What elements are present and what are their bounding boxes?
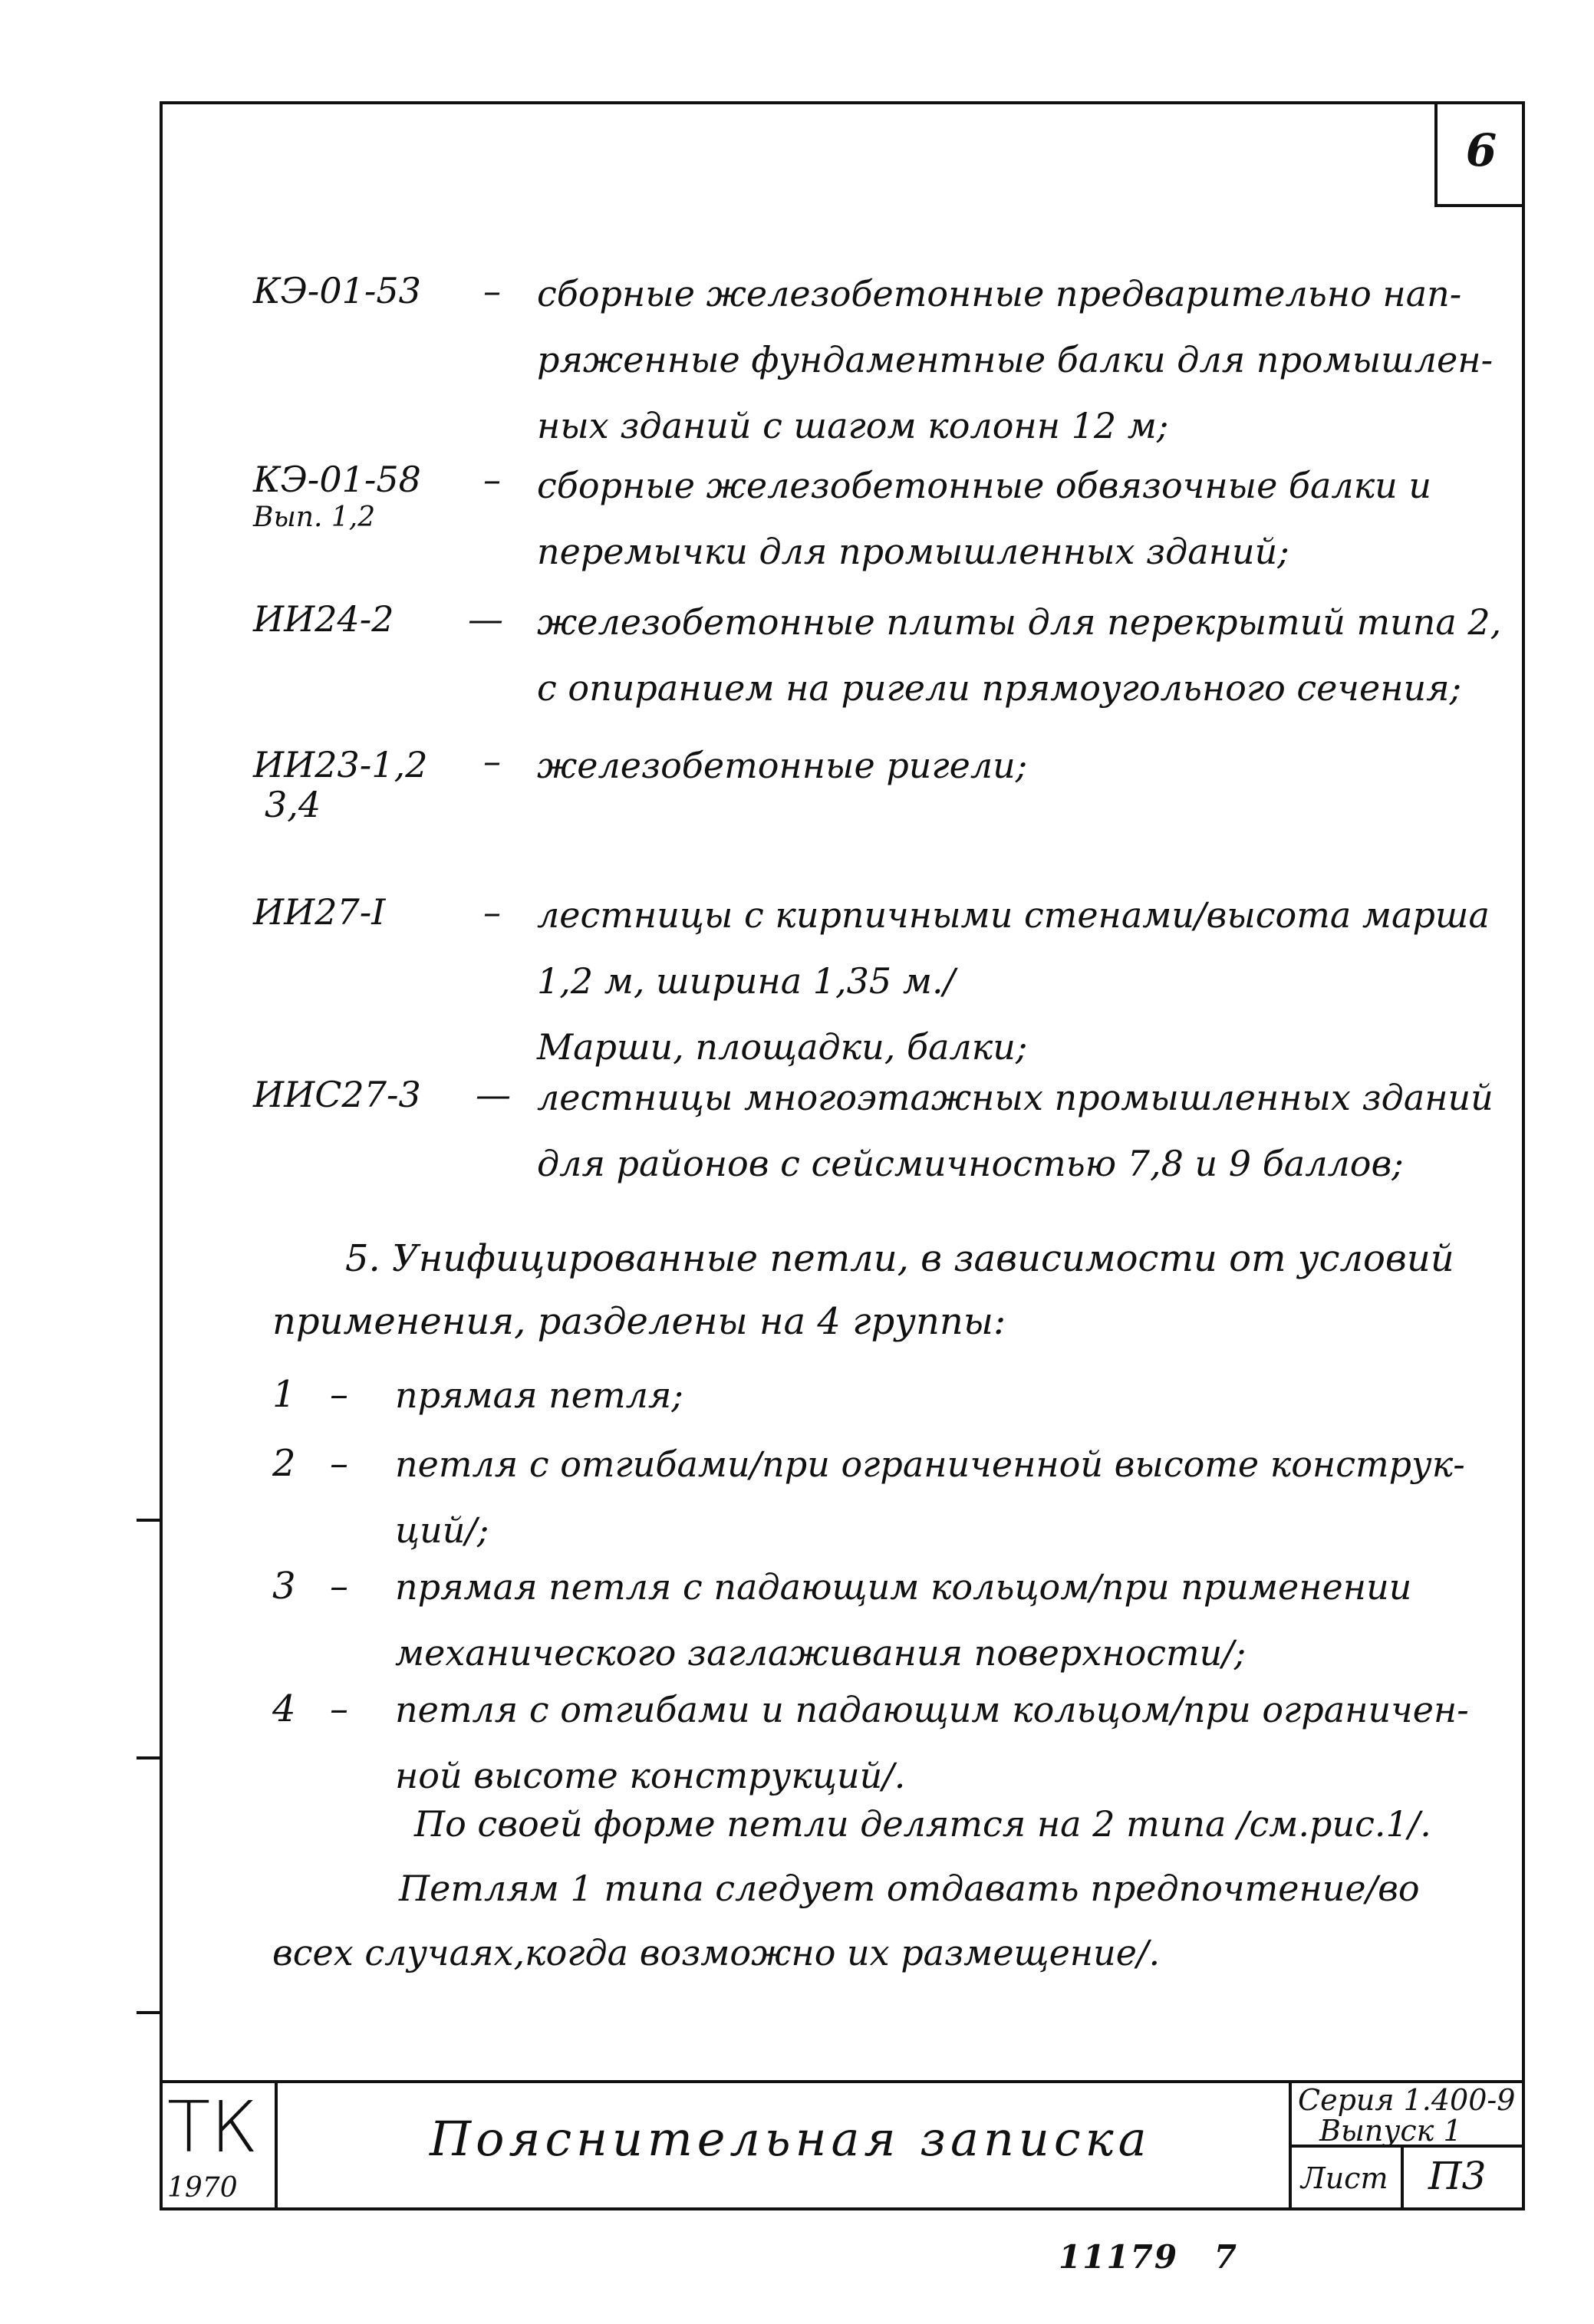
ref-dash: – bbox=[483, 740, 501, 782]
tail-line: Петлям 1 типа следует отдавать предпочтение/во bbox=[399, 1868, 1420, 1909]
item-number: 4 bbox=[272, 1687, 296, 1730]
ref-line: ных зданий с шагом колонн 12 м; bbox=[537, 405, 1169, 446]
item-line: петля с отгибами и падающим кольцом/при ограничен- bbox=[395, 1689, 1469, 1730]
ref-line: лестницы многоэтажных промышленных зданий bbox=[537, 1077, 1494, 1118]
page-number: 6 bbox=[1465, 124, 1497, 176]
ref-description bbox=[537, 589, 1526, 721]
margin-tick bbox=[137, 1519, 161, 1522]
page-number-box bbox=[1434, 101, 1525, 207]
item-dash: – bbox=[330, 1442, 348, 1485]
ref-dash: – bbox=[483, 270, 501, 311]
ref-code: КЭ-01-58 bbox=[253, 459, 421, 500]
ref-code: КЭ-01-53 bbox=[253, 270, 421, 311]
ref-code: ИИ27-I bbox=[253, 891, 386, 933]
item-line: ций/; bbox=[395, 1509, 489, 1551]
item-line: петля с отгибами/при ограниченной высоте конструк- bbox=[395, 1443, 1465, 1485]
item-line: прямая петля с падающим кольцом/при применении bbox=[395, 1566, 1412, 1608]
tail-line: всех случаях,когда возможно их размещение/. bbox=[272, 1932, 1161, 1973]
ref-line: с опиранием на ригели прямоугольного сечения; bbox=[537, 667, 1462, 709]
ref-dash: — bbox=[468, 598, 503, 640]
item-line: механического заглаживания поверхности/; bbox=[395, 1632, 1247, 1674]
item-dash: – bbox=[330, 1687, 348, 1730]
sheet-label: Лист bbox=[1301, 2161, 1388, 2195]
ref-line: ряженные фундаментные балки для промышлен- bbox=[537, 339, 1494, 380]
issue-number: Выпуск 1 bbox=[1319, 2114, 1462, 2148]
ref-description bbox=[537, 1065, 1526, 1197]
ref-line: лестницы с кирпичными стенами/высота марша bbox=[537, 894, 1490, 936]
item-dash: – bbox=[330, 1373, 348, 1416]
stamp-year: 1970 bbox=[167, 2172, 238, 2204]
ref-dash: – bbox=[483, 891, 501, 933]
ref-line: Марши, площадки, балки; bbox=[537, 1026, 1028, 1068]
ref-line: для районов с сейсмичностью 7,8 и 9 баллов; bbox=[537, 1143, 1404, 1184]
item-dash: – bbox=[330, 1565, 348, 1608]
item-number: 2 bbox=[272, 1442, 296, 1485]
item-text bbox=[395, 1554, 1411, 1686]
ref-line: железобетонные плиты для перекрытий типа 2, bbox=[537, 601, 1502, 643]
item-text bbox=[395, 1677, 1469, 1809]
ref-description bbox=[537, 732, 1526, 798]
stamp-divider bbox=[1401, 2145, 1404, 2210]
ref-code: ИИС27-3 bbox=[253, 1074, 421, 1115]
series-number: Серия 1.400-9 bbox=[1298, 2083, 1516, 2117]
margin-tick bbox=[137, 1756, 161, 1759]
section5-intro-line2: применения, разделены на 4 группы: bbox=[272, 1300, 1006, 1343]
section5-intro-line1: 5. Унифицированные петли, в зависимости от условий bbox=[345, 1237, 1454, 1280]
ref-line: сборные железобетонные предварительно нап- bbox=[537, 273, 1462, 314]
ref-subcode: Вып. 1,2 bbox=[253, 502, 376, 533]
ref-line: железобетонные ригели; bbox=[537, 745, 1028, 786]
item-text bbox=[395, 1431, 1465, 1563]
ref-dash: — bbox=[476, 1074, 511, 1115]
ref-line: перемычки для промышленных зданий; bbox=[537, 531, 1289, 572]
ref-code: ИИ23-1,2 bbox=[253, 744, 428, 785]
org-mark: ТК bbox=[167, 2086, 259, 2168]
ref-line: сборные железобетонные обвязочные балки и bbox=[537, 465, 1432, 506]
item-number: 3 bbox=[272, 1565, 296, 1608]
ref-description bbox=[537, 882, 1526, 1080]
ref-description bbox=[537, 261, 1526, 459]
item-line: прямая петля; bbox=[395, 1374, 683, 1416]
item-number: 1 bbox=[272, 1373, 296, 1416]
sheet-value: П3 bbox=[1428, 2154, 1487, 2198]
ref-dash: – bbox=[483, 459, 501, 500]
stamp-divider bbox=[275, 2080, 278, 2210]
ref-line: 1,2 м, ширина 1,35 м./ bbox=[537, 960, 956, 1002]
item-line: ной высоте конструкций/. bbox=[395, 1755, 906, 1796]
ref-code: ИИ24-2 bbox=[253, 598, 394, 640]
ref-description bbox=[537, 453, 1526, 584]
item-text bbox=[395, 1362, 683, 1428]
ref-subcode: 3,4 bbox=[265, 784, 321, 825]
footer-note: 11179 7 bbox=[1059, 2238, 1238, 2276]
tail-line: По своей форме петли делятся на 2 типа /см.рис.1/. bbox=[414, 1803, 1431, 1845]
margin-tick bbox=[137, 2011, 161, 2014]
document-title: Пояснительная записка bbox=[430, 2111, 1151, 2167]
